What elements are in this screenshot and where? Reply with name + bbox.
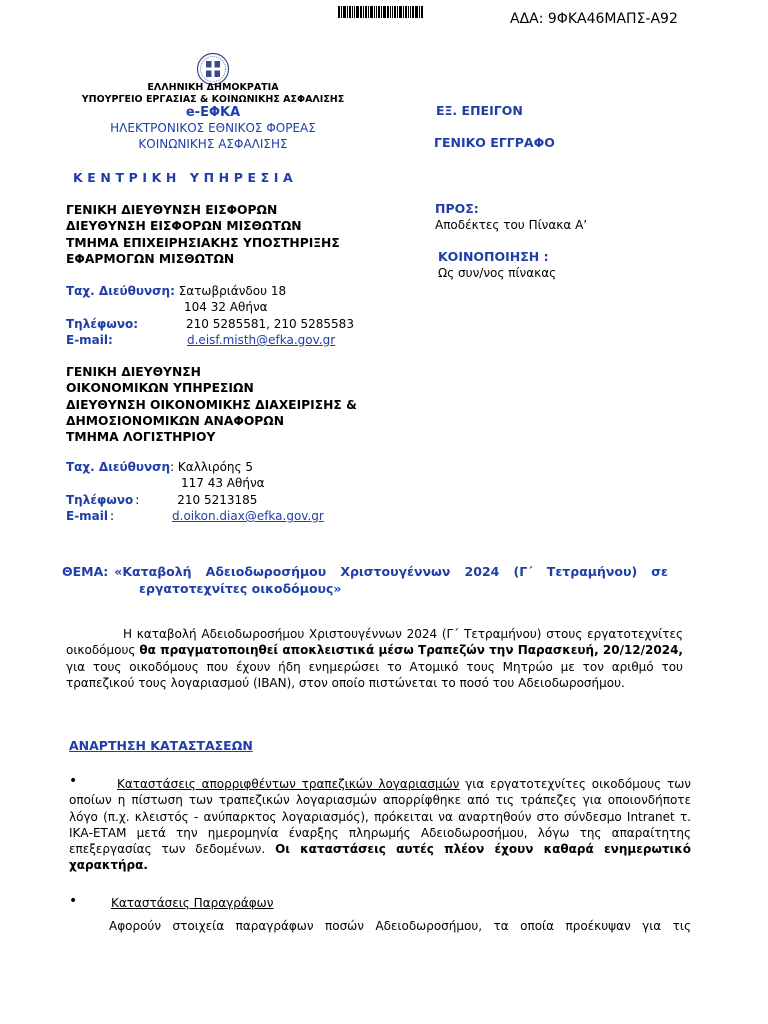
department-1-line: ΤΜΗΜΑ ΕΠΙΧΕΙΡΗΣΙΑΚΗΣ ΥΠΟΣΤΗΡΙΞΗΣ — [66, 235, 340, 250]
central-service-label: ΚΕΝΤΡΙΚΗ ΥΠΗΡΕΣΙΑ — [73, 170, 298, 185]
department-2-line: ΓΕΝΙΚΗ ΔΙΕΥΘΥΝΣΗ — [66, 365, 201, 379]
bullet-1-text: για εργατοτεχνίτες οικοδόμους των οποίων η πίστωση των τραπεζικών λογαριασμών απορρίφθηκε από τις τράπεζες για οποιονδήποτε λόγο (π.χ. κλειστός - ανύπαρκτος λογαριασμός), πρόκειται να αναρτηθούν στο σύνδεσμο Intranet τ. ΙΚΑ-ΕΤΑΜ μετά την ημερομηνία έναρξης πληρωμής Αδειοδωροσήμου, λόγω της απαραίτητης επεξεργασίας των δεδομένων. — [69, 777, 691, 857]
bullet-icon: • — [69, 773, 78, 789]
department-1-line: ΔΙΕΥΘΥΝΣΗ ΕΙΣΦΟΡΩΝ ΜΙΣΘΩΤΩΝ — [66, 219, 302, 234]
phone-label: Τηλέφωνο — [66, 492, 134, 507]
agency-line-2: ΚΟΙΝΩΝΙΚΗΣ ΑΣΦΑΛΙΣΗΣ — [138, 137, 288, 151]
department-1-block — [66, 202, 340, 267]
bullet-1-underlined: Καταστάσεις απορριφθέντων τραπεζικών λογαριασμών — [117, 777, 460, 791]
urgency-label: ΕΞ. ΕΠΕΙΓΟΝ — [436, 103, 523, 118]
subject-line-1: «Καταβολή Αδειοδωροσήμου Χριστουγέννων 2024 (Γ΄ Τετραμήνου) σε — [114, 564, 668, 579]
bullet-1-bold: Οι καταστάσεις αυτές πλέον έχουν καθαρά ενημερωτικό χαρακτήρα. — [69, 842, 691, 873]
department-2-line: ΤΜΗΜΑ ΛΟΓΙΣΤΗΡΙΟΥ — [66, 430, 216, 445]
bullet-2-underlined: Καταστάσεις Παραγράφων — [111, 896, 274, 910]
bullet-icon: • — [69, 893, 78, 909]
address-line-1: Σατωβριάνδου 18 — [178, 284, 287, 298]
email-link[interactable]: d.oikon.diax@efka.gov.gr — [172, 508, 324, 523]
department-1-contact — [66, 283, 406, 348]
intro-paragraph — [66, 626, 683, 691]
department-2-line: ΔΙΕΥΘΥΝΣΗ ΟΙΚΟΝΟΜΙΚΗΣ ΔΙΑΧΕΙΡΙΣΗΣ & — [66, 397, 357, 412]
email-colon: : — [110, 508, 115, 523]
address-line-2: 104 32 Αθήνα — [184, 300, 268, 315]
email-label: E-mail: — [66, 332, 113, 347]
bullet-2-text: Αφορούν στοιχεία παραγράφων ποσών Αδειοδωροσήμου, τα οποία προέκυψαν για τις — [109, 919, 691, 933]
phone-label: Τηλέφωνο: — [66, 316, 139, 331]
bullet-1-paragraph — [69, 776, 691, 874]
cc-label: ΚΟΙΝΟΠΟΙΗΣΗ : — [438, 249, 549, 264]
ministry-label: ΥΠΟΥΡΓΕΙΟ ΕΡΓΑΣΙΑΣ & ΚΟΙΝΩΝΙΚΗΣ ΑΣΦΑΛΙΣΗΣ — [81, 94, 345, 105]
ada-code: ΑΔΑ: 9ΦΚΑ46ΜΑΠΣ-Α92 — [510, 11, 678, 27]
subject-label: ΘΕΜΑ: — [62, 564, 109, 579]
address-label: Ταχ. Διεύθυνση: — [66, 284, 175, 298]
department-2-line: ΟΙΚΟΝΟΜΙΚΩΝ ΥΠΗΡΕΣΙΩΝ — [66, 381, 254, 396]
phone-value: 210 5285581, 210 5285583 — [186, 316, 354, 331]
recipients-value: Αποδέκτες του Πίνακα Α’ — [435, 218, 588, 232]
agency-line-1: ΗΛΕΚΤΡΟΝΙΚΟΣ ΕΘΝΙΚΟΣ ΦΟΡΕΑΣ — [110, 121, 316, 135]
department-1-line: ΓΕΝΙΚΗ ΔΙΕΥΘΥΝΣΗ ΕΙΣΦΟΡΩΝ — [66, 203, 278, 217]
department-2-contact — [66, 459, 406, 524]
barcode — [338, 6, 434, 18]
document-type-label: ΓΕΝΙΚΟ ΕΓΓΡΑΦΟ — [434, 135, 555, 150]
email-label: E-mail — [66, 508, 109, 523]
email-link[interactable]: d.eisf.misth@efka.gov.gr — [187, 332, 336, 347]
greek-emblem-icon — [196, 52, 230, 86]
address-line-1: : Καλλιρόης 5 — [170, 460, 254, 474]
phone-colon: : — [135, 492, 140, 507]
intro-bold-text: θα πραγματοποιηθεί αποκλειστικά μέσω Τραπεζών την Παρασκευή, 20/12/2024, — [139, 643, 683, 658]
address-line-2: 117 43 Αθήνα — [181, 476, 265, 491]
republic-label: ΕΛΛΗΝΙΚΗ ΔΗΜΟΚΡΑΤΙΑ — [147, 82, 279, 93]
section-title: ΑΝΑΡΤΗΣΗ ΚΑΤΑΣΤΑΣΕΩΝ — [69, 738, 253, 753]
address-label: Ταχ. Διεύθυνση — [66, 460, 171, 474]
phone-value: 210 5213185 — [177, 492, 258, 507]
department-2-block — [66, 364, 357, 445]
department-1-line: ΕΦΑΡΜΟΓΩΝ ΜΙΣΘΩΤΩΝ — [66, 251, 235, 266]
cc-value: Ως συν/νος πίνακας — [438, 266, 557, 280]
agency-short-name: e-ΕΦΚΑ — [185, 105, 241, 120]
department-2-line: ΔΗΜΟΣΙΟΝΟΜΙΚΩΝ ΑΝΑΦΟΡΩΝ — [66, 413, 285, 428]
intro-text-2: για τους οικοδόμους που έχουν ήδη ενημερώσει το Ατομικό τους Μητρώο με τον αριθμό του τραπεζικού τους λογαριασμού (IBAN), στον οποίο πιστώνεται το ποσό του Αδειοδωροσήμου. — [66, 659, 683, 690]
intro-text-1: Η καταβολή Αδειοδωροσήμου Χριστουγέννων 2024 (Γ΄ Τετραμήνου) στους εργατοτεχνίτες οικοδόμους — [66, 627, 683, 658]
recipients-label: ΠΡΟΣ: — [435, 201, 479, 216]
subject-line-2: εργατοτεχνίτες οικοδόμους» — [139, 581, 342, 596]
subject-block — [62, 563, 668, 597]
